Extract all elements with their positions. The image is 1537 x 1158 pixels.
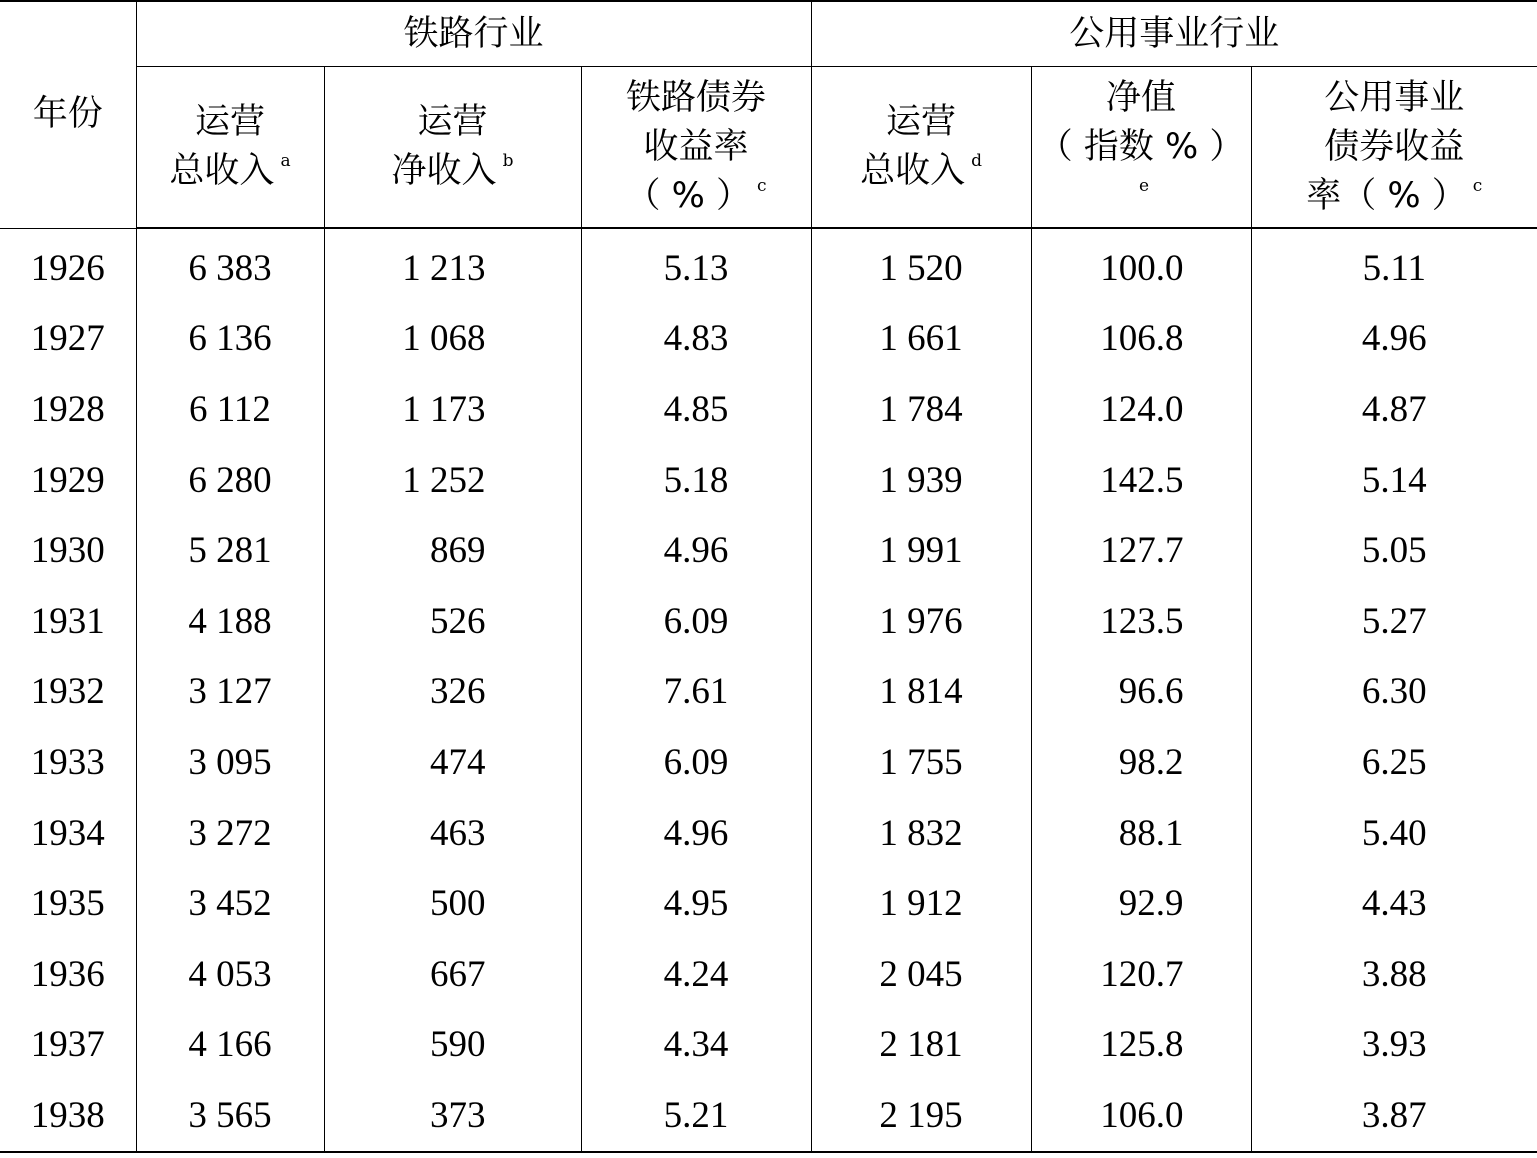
railroad-bond-yield-cell: 4.83 <box>581 304 811 375</box>
railroad-bond-yield-cell: 6.09 <box>581 727 811 798</box>
footnote-marker: a <box>280 151 291 171</box>
header-line: 债券收益 <box>1324 126 1465 167</box>
header-line: 净收入 <box>391 151 497 191</box>
utilities-bond-yield-cell: 4.96 <box>1251 304 1537 375</box>
railroad-bond-yield-cell: 5.21 <box>581 1080 811 1152</box>
railroad-gross-revenue-cell: 3 272 <box>136 798 324 869</box>
railroad-net-revenue-cell: 526 <box>324 586 581 657</box>
utilities-gross-revenue-cell: 1 814 <box>811 657 1031 728</box>
table-row <box>0 304 1537 375</box>
railroad-gross-revenue-cell: 6 280 <box>136 445 324 516</box>
railroad-bond-yield-cell: 5.13 <box>581 228 811 304</box>
railroad-bond-yield-cell: 5.18 <box>581 445 811 516</box>
footnote-marker: c <box>757 175 767 196</box>
table-row <box>0 939 1537 1010</box>
railroad-bond-yield-cell: 6.09 <box>581 586 811 657</box>
utilities-net-value-cell: 98.2 <box>1031 727 1251 798</box>
railroad-gross-revenue-cell: 4 188 <box>136 586 324 657</box>
table-row <box>0 445 1537 516</box>
utilities-gross-revenue-cell: 2 045 <box>811 939 1031 1010</box>
year-cell: 1935 <box>0 868 136 939</box>
utilities-net-value-cell: 100.0 <box>1031 228 1251 304</box>
year-cell: 1926 <box>0 228 136 304</box>
table-row <box>0 1010 1537 1081</box>
railroad-gross-revenue-cell: 6 383 <box>136 228 324 304</box>
utilities-net-value-cell: 127.7 <box>1031 515 1251 586</box>
utilities-gross-revenue-cell: 1 784 <box>811 374 1031 445</box>
utilities-gross-revenue-cell: 1 991 <box>811 515 1031 586</box>
railroad-net-revenue-cell: 667 <box>324 939 581 1010</box>
year-cell: 1932 <box>0 657 136 728</box>
header-line: （ % ） <box>625 175 751 216</box>
railroad-net-revenue-cell: 1 173 <box>324 374 581 445</box>
table-row <box>0 228 1537 304</box>
utilities-net-value-cell: 125.8 <box>1031 1010 1251 1081</box>
utilities-net-value-cell: 106.0 <box>1031 1080 1251 1152</box>
railroad-net-revenue-cell: 869 <box>324 515 581 586</box>
year-cell: 1931 <box>0 586 136 657</box>
utilities-bond-yield-cell: 3.88 <box>1251 939 1537 1010</box>
utilities-bond-yield-cell: 6.25 <box>1251 727 1537 798</box>
utilities-gross-revenue-cell: 2 181 <box>811 1010 1031 1081</box>
year-column-header: 年份 <box>0 1 136 228</box>
table-row <box>0 727 1537 798</box>
railroad-net-revenue-cell: 463 <box>324 798 581 869</box>
table-row <box>0 586 1537 657</box>
table-row <box>0 798 1537 869</box>
railroad-gross-revenue-cell: 3 565 <box>136 1080 324 1152</box>
table-row <box>0 868 1537 939</box>
utilities-bond-yield-cell: 6.30 <box>1251 657 1537 728</box>
footnote-marker: e <box>1138 175 1150 196</box>
year-cell: 1930 <box>0 515 136 586</box>
utilities-bond-yield-cell: 3.93 <box>1251 1010 1537 1081</box>
utilities-group-header: 公用事业行业 <box>811 1 1537 67</box>
utilities-net-value-cell: 106.8 <box>1031 304 1251 375</box>
railroad-net-revenue-cell: 500 <box>324 868 581 939</box>
year-cell: 1936 <box>0 939 136 1010</box>
year-cell: 1933 <box>0 727 136 798</box>
utilities-gross-revenue-cell: 1 912 <box>811 868 1031 939</box>
header-line: 率（ % ） <box>1306 175 1467 216</box>
utilities-net-value-cell: 92.9 <box>1031 868 1251 939</box>
railroad-net-revenue-cell: 326 <box>324 657 581 728</box>
table-header <box>0 1 1537 228</box>
railroad-net-revenue-header <box>324 67 581 229</box>
year-cell: 1937 <box>0 1010 136 1081</box>
header-line: 收益率 <box>643 126 749 167</box>
railroad-gross-revenue-cell: 5 281 <box>136 515 324 586</box>
railroad-bond-yield-cell: 4.96 <box>581 798 811 869</box>
utilities-gross-revenue-cell: 1 832 <box>811 798 1031 869</box>
utilities-bond-yield-cell: 5.11 <box>1251 228 1537 304</box>
utilities-bond-yield-cell: 5.05 <box>1251 515 1537 586</box>
utilities-bond-yield-cell: 5.14 <box>1251 445 1537 516</box>
utilities-gross-revenue-header <box>811 67 1031 229</box>
table-row <box>0 374 1537 445</box>
year-cell: 1927 <box>0 304 136 375</box>
railroad-bond-yield-cell: 4.34 <box>581 1010 811 1081</box>
year-cell: 1929 <box>0 445 136 516</box>
year-cell: 1934 <box>0 798 136 869</box>
footnote-marker: d <box>971 151 982 171</box>
utilities-bond-yield-cell: 4.87 <box>1251 374 1537 445</box>
header-line: 运营 <box>417 102 488 142</box>
header-line: 总收入 <box>169 151 275 191</box>
railroad-gross-revenue-cell: 4 053 <box>136 939 324 1010</box>
railroad-gross-revenue-header <box>136 67 324 229</box>
utilities-bond-yield-header <box>1251 67 1537 229</box>
table-body <box>0 228 1537 1152</box>
header-line: 铁路债券 <box>626 77 767 118</box>
header-line: （ 指数 % ） <box>1037 126 1245 167</box>
utilities-net-value-cell: 142.5 <box>1031 445 1251 516</box>
utilities-net-value-cell: 124.0 <box>1031 374 1251 445</box>
year-cell: 1928 <box>0 374 136 445</box>
footnote-marker: c <box>1472 175 1483 196</box>
railroad-gross-revenue-cell: 6 136 <box>136 304 324 375</box>
table-row <box>0 515 1537 586</box>
utilities-bond-yield-cell: 5.27 <box>1251 586 1537 657</box>
footnote-area <box>0 1146 1537 1158</box>
header-line: 公用事业 <box>1324 77 1465 118</box>
railroad-bond-yield-cell: 4.24 <box>581 939 811 1010</box>
utilities-gross-revenue-cell: 1 939 <box>811 445 1031 516</box>
railroad-net-revenue-cell: 474 <box>324 727 581 798</box>
utilities-net-value-header <box>1031 67 1251 229</box>
utilities-gross-revenue-cell: 1 755 <box>811 727 1031 798</box>
utilities-net-value-cell: 88.1 <box>1031 798 1251 869</box>
railroad-group-header: 铁路行业 <box>136 1 811 67</box>
railroad-gross-revenue-cell: 6 112 <box>136 374 324 445</box>
header-line: 总收入 <box>860 151 966 191</box>
utilities-net-value-cell: 96.6 <box>1031 657 1251 728</box>
railroad-net-revenue-cell: 373 <box>324 1080 581 1152</box>
railroad-gross-revenue-cell: 3 095 <box>136 727 324 798</box>
railroad-bond-yield-cell: 4.96 <box>581 515 811 586</box>
railroad-net-revenue-cell: 1 213 <box>324 228 581 304</box>
railroad-bond-yield-header <box>581 67 811 229</box>
table-row <box>0 657 1537 728</box>
railroad-bond-yield-cell: 4.95 <box>581 868 811 939</box>
utilities-net-value-cell: 123.5 <box>1031 586 1251 657</box>
header-line: 运营 <box>194 102 265 142</box>
railroad-gross-revenue-cell: 3 127 <box>136 657 324 728</box>
utilities-gross-revenue-cell: 1 976 <box>811 586 1031 657</box>
railroad-bond-yield-cell: 7.61 <box>581 657 811 728</box>
utilities-gross-revenue-cell: 1 520 <box>811 228 1031 304</box>
table-row <box>0 1080 1537 1152</box>
utilities-bond-yield-cell: 3.87 <box>1251 1080 1537 1152</box>
railroad-net-revenue-cell: 1 252 <box>324 445 581 516</box>
railroad-net-revenue-cell: 1 068 <box>324 304 581 375</box>
railroad-net-revenue-cell: 590 <box>324 1010 581 1081</box>
railroad-gross-revenue-cell: 3 452 <box>136 868 324 939</box>
utilities-gross-revenue-cell: 1 661 <box>811 304 1031 375</box>
utilities-bond-yield-cell: 4.43 <box>1251 868 1537 939</box>
header-line: 净值 <box>1106 77 1177 118</box>
railroad-gross-revenue-cell: 4 166 <box>136 1010 324 1081</box>
year-cell: 1938 <box>0 1080 136 1152</box>
utilities-bond-yield-cell: 5.40 <box>1251 798 1537 869</box>
footnote-marker: b <box>502 151 514 171</box>
railroad-bond-yield-cell: 4.85 <box>581 374 811 445</box>
utilities-net-value-cell: 120.7 <box>1031 939 1251 1010</box>
utilities-gross-revenue-cell: 2 195 <box>811 1080 1031 1152</box>
header-line: 运营 <box>886 102 957 142</box>
